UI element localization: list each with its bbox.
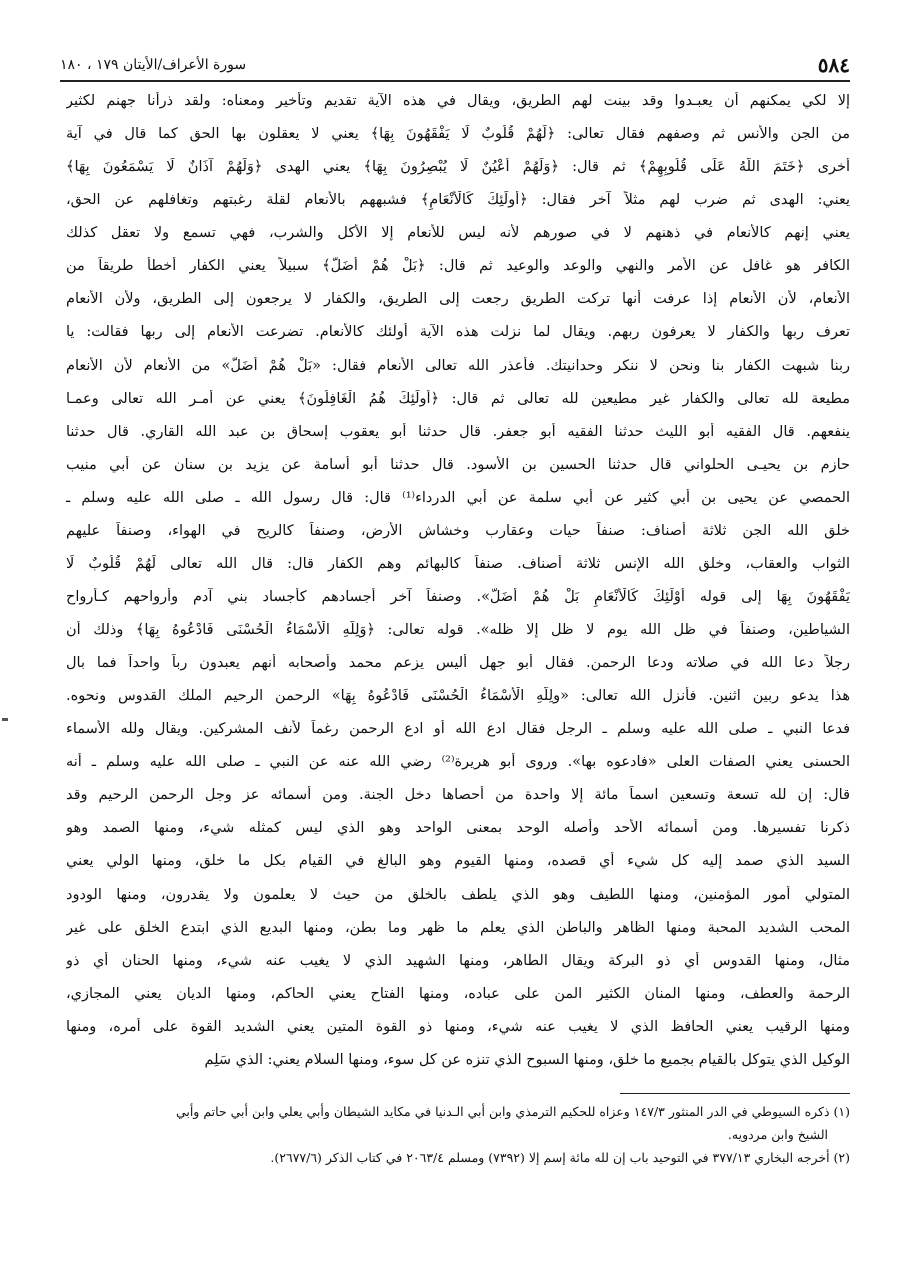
- text-line: يَفْقَهُونَ بِهَا إلى قوله أُوْلَئِكَ كَالْأَنْعَامِ بَلْ هُمْ أَضَلُّ». وصنفاً آخر أجسادهم كأجساد بني آدم وأرواحهم كـأرواح: [66, 588, 850, 605]
- text-line: قال: إن لله تسعة وتسعين اسماً مائة إلا واحدة من أحصاها دخل الجنة. ومن أسمائه عز وجل الرحمن الرحيم وقد: [66, 787, 850, 804]
- text-line: الحمصي عن يحيى بن أبي كثير عن أبي سلمة عن أبي الدرداء⁽¹⁾ قال: قال رسول الله ـ صلى الله عليه وسلم ـ: [66, 489, 850, 506]
- text-line: الرحمة والعطف، ومنها المنان الكثير المن على عباده، ومنها الفتاح يعني الحاكم، ومنها الديان يعني المجازي،: [66, 985, 850, 1002]
- text-line: ذكرنا تفسيرها. ومن أسمائه الأحد وأصله الوحد بمعنى الواحد وهو الذي ليس كمثله شيء، ومنها الصمد وهو: [66, 820, 850, 837]
- text-line: حازم بن يحيـى الحلواني قال حدثنا الحسين بن الأسود. قال حدثنا أبو أسامة عن يزيد بن سنان عن أبي منيب: [66, 456, 850, 473]
- text-line: فدعا النبي ـ صلى الله عليه وسلم ـ الرجل فقال ادع الله أو ادع الرحمن رغماً لأنف المشركين. ويقال ولله الأسماء: [66, 721, 850, 738]
- text-line: تعرف ربها والكفار لا يعرفون ربهم. ويقال لما نزلت هذه الآية أولئك كالأنعام. تضرعت الأنعام إلى ربها فقالت: يا: [66, 324, 850, 341]
- text-line: يعني إنهم كالأنعام في ذهنهم لا في صورهم لأنه ليس للأنعام إلا الأكل والشرب، فهي تسمع ولا تعقل كذلك: [66, 225, 850, 242]
- text-line: الأنعام، لأن الأنعام إذا عرفت أنها تركت الطريق رجعت إلى الطريق، والكفار لا يرجعون إلى الطريق، ولأن الأنعام: [66, 291, 850, 308]
- footnote-1-continuation: الشيخ وابن مردويه.: [727, 1127, 828, 1143]
- text-line: رجلاً دعا الله في صلاته ودعا الرحمن. فقال أبو جهل أليس يزعم محمد وأصحابه أنهم يعبدون رباً واحداً فما بال: [66, 655, 850, 672]
- text-line: الوكيل الذي يتوكل بالقيام بجميع ما خلق، ومنها السبوح الذي تنزه عن كل سوء، ومنها السلام يعني: الذي سَلِم: [204, 1051, 850, 1068]
- text-line: المحب الشديد المحبة ومنها الظاهر والباطن الذي يعلم ما ظهر وما بطن، ومنها البديع الذي ابتدع الخلق على غير: [66, 919, 850, 936]
- footnotes: [66, 1100, 850, 1169]
- margin-mark: [2, 718, 8, 721]
- footnote-1: (١) ذكره السيوطي في الدر المنثور ١٤٧/٣ وعزاه للحكيم الترمذي وابن أبي الـدنيا في مكايد الشيطان وأبي يعلي وابن أبي حاتم وأبي: [175, 1104, 850, 1119]
- text-line: خلق الله الجن ثلاثة أصناف: صنفاً حيات وعقارب وخشاش الأرض، وصنفاً كالريح في الهواء، وصنفاً عليهم: [66, 522, 850, 539]
- text-line: ومنها الرقيب يعني الحافظ الذي لا يغيب عنه شيء، ومنها ذو القوة المتين يعني الشديد القوة على أمره، ومنها: [66, 1018, 850, 1035]
- running-title: سورة الأعراف/الأيتان ١٧٩ ، ١٨٠: [60, 57, 247, 73]
- text-line: الكافر هو غافل عن الأمر والنهي والوعد والوعيد ثم قال: ﴿بَلْ هُمْ أَضَلُّ﴾ سبيلاً يعني الكفار أخطأ طريقاً من: [66, 258, 850, 275]
- text-line: يعني: الهدى ثم ضرب لهم مثلاً آخر فقال: ﴿أُولَئِكَ كَالْأَنْعَامِ﴾ فشبههم بالأنعام لقلة رغبتهم وتغافلهم عن الحق،: [66, 192, 850, 209]
- text-line: الحسنى يعني الصفات العلى «فادعوه بها». وروى أبو هريرة⁽²⁾ رضي الله عنه عن النبي ـ صلى الله عليه وسلم ـ أنه: [66, 754, 850, 771]
- text-line: الشياطين، وصنفاً في ظل الله يوم لا ظل إلا ظله». قوله تعالى: ﴿وَلِلَّهِ الْأَسْمَاءُ الْحُسْنَى فَادْعُوهُ بِهَا﴾ وذلك أن: [66, 622, 850, 638]
- page-number: ٥٨٤: [817, 53, 850, 77]
- text-line: أخرى ﴿خَتَمَ اللَّهُ عَلَى قُلُوبِهِمْ﴾ ثم قال: ﴿وَلَهُمْ أَعْيُنٌ لَا يُبْصِرُونَ بِهَا﴾ يعني الهدى ﴿وَلَهُمْ آذَانٌ لَا يَسْمَعُونَ بِهَا﴾: [66, 159, 850, 176]
- text-line: ينفعهم. قال الفقيه أبو الليث حدثنا الفقيه أبو جعفر. قال حدثنا أبو يعقوب إسحاق بن عبد الله القاري. قال حدثنا: [66, 423, 850, 440]
- text-line: المتولي أمور المؤمنين، ومنها اللطيف وهو الذي يلطف بالخلق من حيث لا يعلمون ولا يقدرون، ومنها الودود: [66, 886, 850, 903]
- main-text: [66, 92, 850, 1070]
- text-line: ربنا شبهت الكفار بنا ونحن لا ننكر وحدانيتك. فأعذر الله تعالى الأنعام فقال: «بَلْ هُمْ أَضَلُّ» من الأنعام لأن الأنعام: [66, 357, 850, 374]
- text-line: مطيعة لله تعالى والكفار غير مطيعين لله تعالى ثم قال: ﴿أُولَئِكَ هُمُ الْغَافِلُونَ﴾ يعني عن أمـر الله تعالى وعمـا: [66, 390, 850, 407]
- text-line: إلا لكي يمكنهم أن يعبـدوا وقد بينت لهم الطريق، ويقال في هذه الآية تقديم وتأخير ومعناه: ولقد ذرأنا جهنم لكثير: [66, 93, 850, 109]
- footnote-divider: [620, 1093, 850, 1094]
- text-line: الثواب والعقاب، وخلق الله الإنس ثلاثة أصناف. صنفاً كالبهائم وهم الكفار قال: قال الله تعالى لَهُمْ قُلُوبٌ لَا: [66, 555, 850, 572]
- text-line: السيد الذي صمد إليه كل شيء أي قصده، ومنها القيوم وهو البالغ في القيام بكل ما خلق، ومنها الولي يعني: [66, 853, 850, 870]
- footnote-2: (٢) أخرجه البخاري ٣٧٧/١٣ في التوحيد باب إن لله مائة إسم إلا (٧٣٩٢) ومسلم ٢٠٦٣/٤ في كتاب الذكر (٢٦٧٧/٦).: [270, 1150, 850, 1166]
- page-header: [60, 50, 850, 82]
- text-line: من الجن والأنس ثم وصفهم فقال تعالى: ﴿لَهُمْ قُلُوبٌ لَا يَفْقَهُونَ بِهَا﴾ يعني لا يعقلون بها الحق كما قال في آية: [66, 126, 850, 143]
- text-line: هذا يدعو ربين اثنين. فأنزل الله تعالى: «ولِلَّهِ الْأَسْمَاءُ الْحُسْنَى فَادْعُوهُ بِهَا» الرحمن الرحيم الملك القدوس ونحوه.: [66, 688, 850, 705]
- text-line: مثال، ومنها القدوس أي ذو البركة ويقال الطاهر، ومنها الشهيد الذي لا يغيب عنه شيء، ومنها الحنان أي ذو: [66, 952, 850, 969]
